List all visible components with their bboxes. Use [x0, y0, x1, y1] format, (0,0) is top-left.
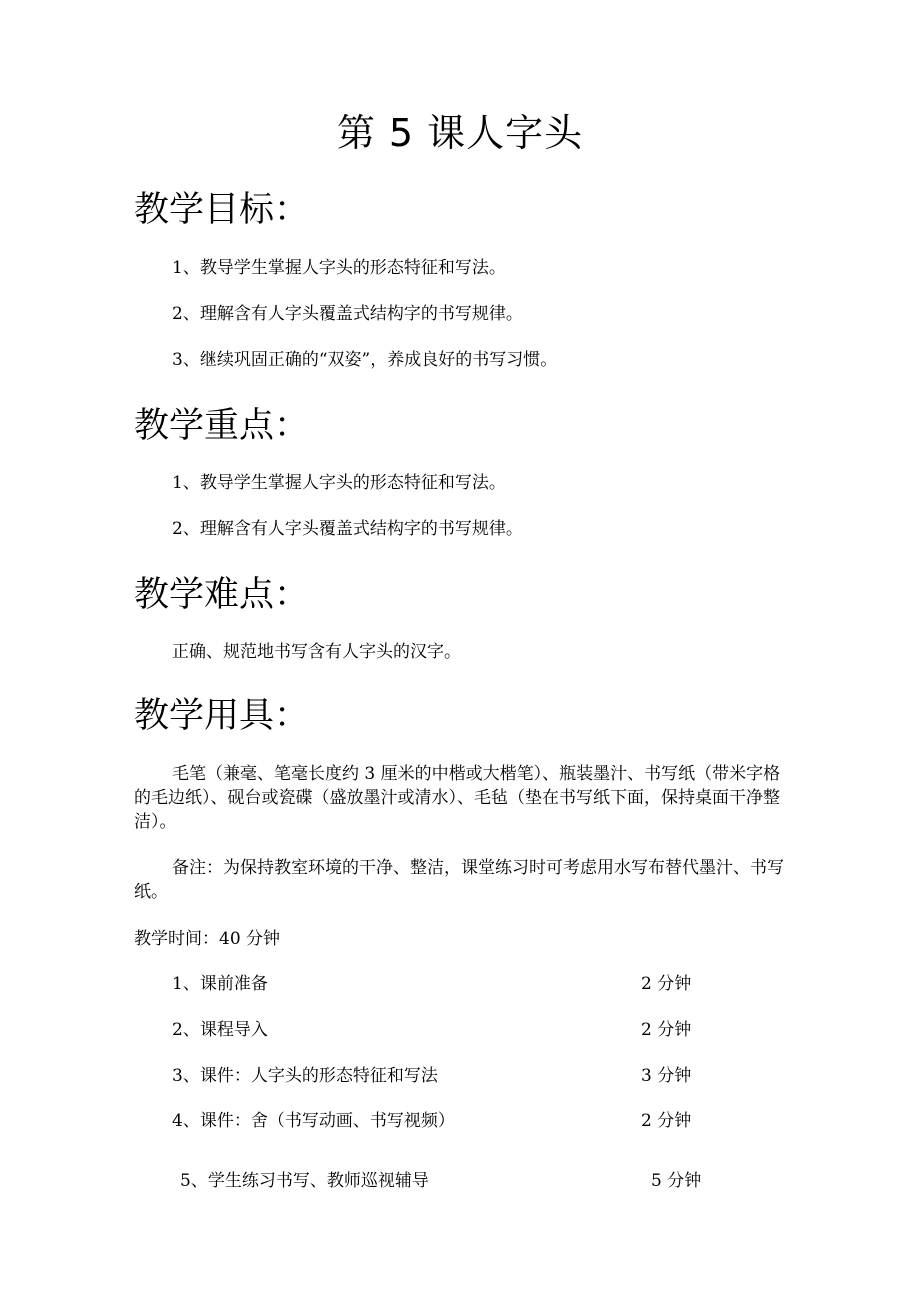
schedule-item: 5、学生练习书写、教师巡视辅导 — [180, 1171, 429, 1191]
objective-item: 1、教导学生掌握人字头的形态特征和写法。 — [172, 258, 506, 278]
tools-paragraph: 毛笔（兼毫、笔毫长度约 3 厘米的中楷或大楷笔）、瓶装墨汁、书写纸（带米字格的毛边纸）、砚台或瓷碟（盛放墨汁或清水）、毛毡（垫在书写纸下面，保持桌面干净整洁）。 — [134, 764, 781, 832]
key-point-item: 2、理解含有人字头覆盖式结构字的书写规律。 — [172, 519, 523, 539]
schedule-item: 1、课前准备 — [172, 974, 268, 994]
key-points-heading: 教学重点： — [134, 406, 310, 446]
difficulty-item: 正确、规范地书写含有人字头的汉字。 — [172, 642, 461, 662]
tools-heading: 教学用具： — [134, 696, 310, 736]
teaching-time: 教学时间：40 分钟 — [134, 929, 281, 949]
schedule-duration: 3 分钟 — [641, 1066, 692, 1086]
page-title: 第 5 课人字头 — [336, 111, 584, 155]
difficulties-heading: 教学难点： — [134, 575, 310, 615]
schedule-duration: 2 分钟 — [641, 974, 692, 994]
objective-item: 3、继续巩固正确的“双姿”，养成良好的书写习惯。 — [172, 350, 558, 370]
schedule-item: 4、课件：舍（书写动画、书写视频） — [172, 1111, 455, 1131]
objective-item: 2、理解含有人字头覆盖式结构字的书写规律。 — [172, 304, 523, 324]
schedule-item: 2、课程导入 — [172, 1020, 268, 1040]
schedule-item: 3、课件：人字头的形态特征和写法 — [172, 1066, 438, 1086]
tools-note: 备注：为保持教室环境的干净、整洁，课堂练习时可考虑用水写布替代墨汁、书写纸。 — [134, 858, 784, 902]
schedule-duration: 5 分钟 — [651, 1171, 702, 1191]
key-point-item: 1、教导学生掌握人字头的形态特征和写法。 — [172, 473, 506, 493]
schedule-duration: 2 分钟 — [641, 1020, 692, 1040]
schedule-duration: 2 分钟 — [641, 1111, 692, 1131]
objectives-heading: 教学目标： — [134, 190, 310, 230]
